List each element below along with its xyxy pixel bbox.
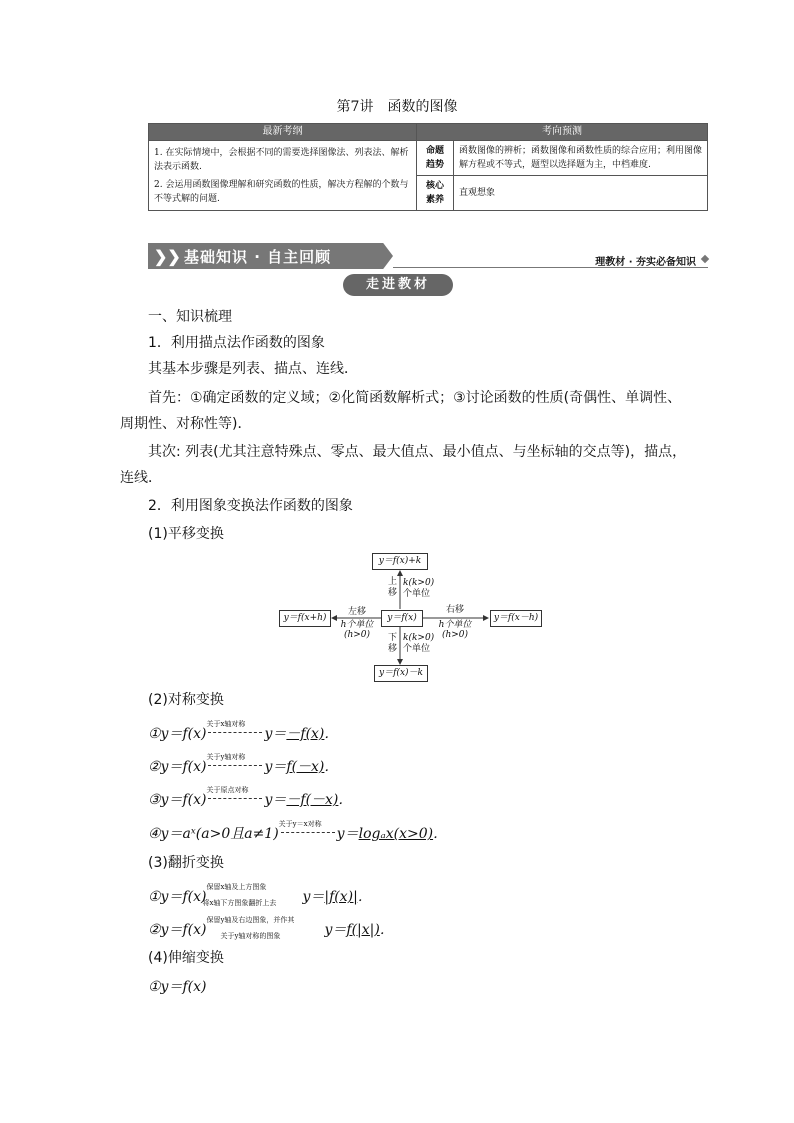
item-1-heading: 1．利用描点法作函数的图象 <box>148 335 325 351</box>
transform-arrow <box>206 916 324 940</box>
eq-rhs: y＝ <box>324 922 347 938</box>
exam-outline-table <box>148 123 708 211</box>
table-head-left: 最新考纲 <box>149 124 417 141</box>
up-label-a: 上 <box>388 577 398 587</box>
symmetry-eq-2 <box>148 753 339 776</box>
box-shift-down: y＝f(x)－k <box>374 665 428 682</box>
eq-lhs: ③y＝f(x) <box>148 792 207 808</box>
down-label-c: k(k>0) <box>403 633 435 643</box>
eq-end: ． <box>338 792 353 808</box>
row2-text: 直观想象 <box>454 176 708 211</box>
arrow-label: 关于x轴对称 <box>206 720 246 728</box>
item-1-second-line1: 其次: 列表(尤其注意特殊点、零点、最大值点、最小值点、与坐标轴的交点等)，描点， <box>148 444 687 460</box>
eq-rhs: y＝ <box>264 792 287 808</box>
up-label-b: 移 <box>388 588 398 598</box>
answer: －f(x) <box>286 726 325 742</box>
transform-arrow <box>202 883 302 907</box>
diamond-icon <box>701 255 709 263</box>
eq-end: ． <box>357 889 372 905</box>
banner-left-text: 基础知识 · 自主回顾 <box>184 248 332 266</box>
transform-arrow <box>278 820 337 841</box>
right-label-a: 右移 <box>445 605 464 615</box>
up-label-d: 个单位 <box>403 589 431 599</box>
up-label-c: k(k>0) <box>403 578 435 588</box>
item-2-heading: 2．利用图象变换法作函数的图象 <box>148 498 353 514</box>
chevron-right-icon: ❯❯ <box>154 247 181 266</box>
outline-cell <box>149 141 417 211</box>
arrow-label-top: 保留x轴及上方图象 <box>206 883 267 891</box>
eq-rhs: y＝ <box>264 726 287 742</box>
symmetry-heading: (2)对称变换 <box>148 692 224 708</box>
arrow-label: 关于原点对称 <box>206 786 249 794</box>
translation-heading: (1)平移变换 <box>148 526 224 542</box>
transform-arrow <box>206 753 264 774</box>
eq-lhs: ①y＝f(x) <box>148 889 207 905</box>
right-label-b: h个单位 <box>438 620 472 630</box>
page-title: 第7讲 函数的图像 <box>336 99 458 115</box>
eq-rhs: y＝ <box>302 889 325 905</box>
row1-text: 函数图像的辨析；函数图像和函数性质的综合应用；利用图像解方程或不等式，题型以选择题为主，中档难度. <box>454 141 708 176</box>
eq-lhs: ①y＝f(x) <box>148 726 207 742</box>
arrow-label: 关于y＝x对称 <box>278 820 322 828</box>
item-1-first-line1: 首先：①确定函数的定义域；②化简函数解析式；③讨论函数的性质(奇偶性、单调性、 <box>148 390 682 406</box>
down-label-d: 个单位 <box>403 644 431 654</box>
flip-eq-1 <box>148 883 372 907</box>
eq-lhs: ②y＝f(x) <box>148 922 207 938</box>
box-shift-left: y＝f(x+h) <box>279 610 331 627</box>
answer: logₐx(x>0) <box>358 826 434 842</box>
table-head-right: 考向预测 <box>417 124 708 141</box>
item-1-steps: 其基本步骤是列表、描点、连线． <box>148 361 358 377</box>
eq-rhs: y＝ <box>264 759 287 775</box>
flip-eq-2 <box>148 916 394 940</box>
symmetry-eq-4 <box>148 820 448 843</box>
answer: f(－x) <box>286 759 325 775</box>
right-label-c: (h>0) <box>441 630 469 640</box>
section-pill: 走进教材 <box>343 274 453 296</box>
stretch-heading: (4)伸缩变换 <box>148 950 224 966</box>
section-banner <box>148 243 708 271</box>
left-label-b: h个单位 <box>340 620 374 630</box>
box-center: y＝f(x) <box>381 610 423 627</box>
section-heading: 一、知识梳理 <box>148 309 232 325</box>
eq-rhs: y＝ <box>336 826 359 842</box>
row1-label: 命题趋势 <box>417 141 454 176</box>
transform-arrow <box>206 720 264 741</box>
arrow-label-top: 保留y轴及右边图象，并作其 <box>206 916 295 924</box>
eq-end: ． <box>379 922 394 938</box>
answer: －f(－x) <box>286 792 339 808</box>
outline-text-1: 1. 在实际情境中，会根据不同的需要选择图像法、列表法、解析法表示函数. <box>154 147 409 172</box>
symmetry-eq-1 <box>148 720 339 743</box>
eq-end: ． <box>324 726 339 742</box>
left-label-a: 左移 <box>347 607 366 617</box>
box-shift-right: y＝f(x－h) <box>490 610 542 627</box>
eq-end: ． <box>433 826 448 842</box>
down-label-b: 移 <box>388 644 398 654</box>
answer: f(|x|) <box>346 922 380 938</box>
item-1-second-line2: 连线． <box>120 470 162 486</box>
box-shift-up: y＝f(x)+k <box>372 553 428 570</box>
stretch-eq-1: ①y＝f(x) <box>148 979 207 995</box>
flip-heading: (3)翻折变换 <box>148 855 224 871</box>
eq-end: ． <box>324 759 339 775</box>
arrow-label: 关于y轴对称 <box>206 753 246 761</box>
down-label-a: 下 <box>388 633 398 643</box>
eq-lhs: ②y＝f(x) <box>148 759 207 775</box>
outline-text-2: 2. 会运用函数图像理解和研究函数的性质，解决方程解的个数与不等式解的问题. <box>154 179 409 204</box>
item-1-first-line2: 周期性、对称性等)． <box>120 416 252 432</box>
transform-arrow <box>206 786 264 807</box>
row2-label: 核心素养 <box>417 176 454 211</box>
eq-lhs: ④y＝aˣ(a>0且a≠1) <box>148 826 279 842</box>
arrow-label-bottom: 关于y轴对称的图象 <box>220 932 281 940</box>
arrow-label-bottom: 将x轴下方图象翻折上去 <box>202 899 277 907</box>
left-label-c: (h>0) <box>343 630 371 640</box>
symmetry-eq-3 <box>148 786 353 809</box>
answer: |f(x)| <box>324 889 358 905</box>
banner-right-text: 理教材 · 夯实必备知识 <box>595 257 696 268</box>
